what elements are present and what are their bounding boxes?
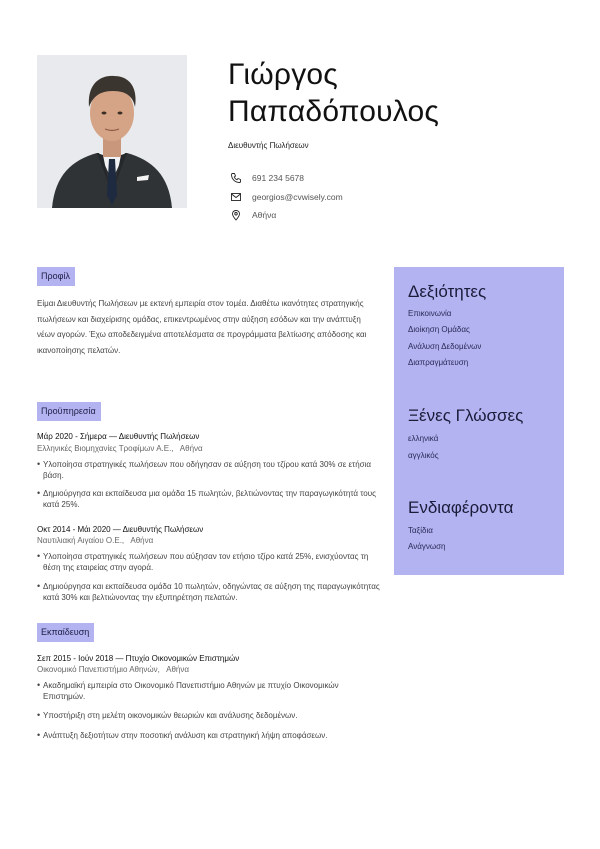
- skill-item: Διοίκηση Ομάδας: [408, 325, 470, 334]
- interest-item: Ανάγνωση: [408, 542, 446, 551]
- list-item: • Ανάπτυξη δεξιοτήτων στην ποσοτική ανάλυση και στρατηγική λήψη αποφάσεων.: [37, 730, 328, 740]
- profile-photo: [37, 55, 187, 208]
- school-name: Οικονομικό Πανεπιστήμιο Αθηνών,: [37, 665, 160, 674]
- job-company: [37, 444, 203, 453]
- list-item: • Υποστήριξη στη μελέτη οικονομικών θεωριών και ανάλυσης δεδομένων.: [37, 710, 298, 720]
- section-heading-education: Εκπαίδευση: [37, 623, 94, 642]
- list-item: • Δημιούργησα και εκπαίδευσα ομάδα 10 πωλητών, οδηγώντας σε αύξηση της παραγωγικότητας κατά 30% και βελτιώνοντας την εξυπηρέτηση πελατών.: [37, 581, 382, 603]
- language-item: ελληνικά: [408, 434, 439, 443]
- interests-heading: Ενδιαφέροντα: [408, 498, 514, 517]
- company-city: Αθήνα: [179, 444, 203, 453]
- list-item: • Υλοποίησα στρατηγικές πωλήσεων που αύξησαν τον ετήσιο τζίρο κατά 25%, ενισχύοντας τη θέση της εταιρείας στην αγορά.: [37, 551, 382, 573]
- bullet-text: Υλοποίησα στρατηγικές πωλήσεων που αύξησαν τον ετήσιο τζίρο κατά 25%, ενισχύοντας τη θέση της εταιρείας στην αγορά.: [43, 552, 369, 572]
- interest-item: Ταξίδια: [408, 526, 433, 535]
- skills-heading: Δεξιότητες: [408, 282, 487, 301]
- skill-item: Ανάλυση Δεδομένων: [408, 342, 482, 351]
- profile-summary: Είμαι Διευθυντής Πωλήσεων με εκτενή εμπειρία στον τομέα. Διαθέτω ικανότητες στρατηγικής πωλήσεων και διαχείρισης ομάδας, επικεντρωμένος στην αύξηση εσόδων και την ανάπτυξη νέων αγορών. Έχω αποδεδειγμένα αποτελέσματα σε προγράμματα βελτίωσης απόδοσης και ικανοποίησης πελατών.: [37, 299, 367, 355]
- first-name: Γιώργος: [228, 58, 338, 91]
- phone-icon: [230, 172, 242, 184]
- education-title-line: Σεπ 2015 - Ιούν 2018 — Πτυχίο Οικονομικών Επιστημών: [37, 654, 240, 663]
- job-title-line: Οκτ 2014 - Μάι 2020 — Διευθυντής Πωλήσεων: [37, 525, 204, 534]
- job-company: [37, 536, 153, 545]
- email-text: georgios@cvwisely.com: [252, 192, 343, 202]
- language-item: αγγλικός: [408, 451, 439, 460]
- skill-item: Επικοινωνία: [408, 309, 452, 318]
- email-icon: [230, 191, 242, 203]
- bullet-text: Υλοποίησα στρατηγικές πωλήσεων που οδήγησαν σε αύξηση του τζίρου κατά 30% σε ετήσια βάση.: [43, 460, 371, 480]
- school-city: Αθήνα: [166, 665, 189, 674]
- company-city: Αθήνα: [130, 536, 154, 545]
- bullet-text: Ακαδημαϊκή εμπειρία στο Οικονομικό Πανεπιστήμιο Αθηνών με πτυχίο Οικονομικών Επιστημών.: [43, 681, 339, 701]
- company-name: Ελληνικές Βιομηχανίες Τροφίμων Α.Ε.,: [37, 444, 174, 453]
- list-item: • Δημιούργησα και εκπαίδευσα μια ομάδα 15 πωλητών, βελτιώνοντας την παραγωγικότητά τους κατά 25%.: [37, 488, 382, 510]
- bullet-text: Ανάπτυξη δεξιοτήτων στην ποσοτική ανάλυση και στρατηγική λήψη αποφάσεων.: [43, 731, 328, 740]
- person-portrait: [37, 55, 187, 208]
- sidebar-panel: [394, 267, 564, 575]
- list-item: • Υλοποίησα στρατηγικές πωλήσεων που οδήγησαν σε αύξηση του τζίρου κατά 30% σε ετήσια βάση.: [37, 459, 382, 481]
- skill-item: Διαπραγμάτευση: [408, 358, 469, 367]
- list-item: • Ακαδημαϊκή εμπειρία στο Οικονομικό Πανεπιστήμιο Αθηνών με πτυχίο Οικονομικών Επιστημών.: [37, 680, 382, 702]
- last-name: Παπαδόπουλος: [228, 95, 440, 128]
- bullet-text: Δημιούργησα και εκπαίδευσα μια ομάδα 15 πωλητών, βελτιώνοντας την παραγωγικότητά τους κατά 25%.: [43, 489, 376, 509]
- job-title: Διευθυντής Πωλήσεων: [228, 141, 309, 150]
- contact-location: [230, 209, 276, 221]
- company-name: Ναυτιλιακή Αιγαίου Ο.Ε.,: [37, 536, 125, 545]
- phone-text: 691 234 5678: [252, 173, 304, 183]
- candidate-name: [228, 56, 439, 130]
- location-text: Αθήνα: [252, 210, 277, 220]
- bullet-text: Δημιούργησα και εκπαίδευσα ομάδα 10 πωλητών, οδηγώντας σε αύξηση της παραγωγικότητας κατά 30% και βελτιώνοντας την εξυπηρέτηση πελατών.: [43, 582, 380, 602]
- location-icon: [230, 209, 242, 221]
- job-title-line: Μάρ 2020 - Σήμερα — Διευθυντής Πωλήσεων: [37, 432, 200, 441]
- languages-heading: Ξένες Γλώσσες: [408, 406, 524, 425]
- section-heading-profile: Προφίλ: [37, 267, 75, 286]
- education-school: [37, 665, 189, 674]
- section-heading-experience: Προϋπηρεσία: [37, 402, 101, 421]
- contact-phone: [230, 172, 304, 184]
- bullet-text: Υποστήριξη στη μελέτη οικονομικών θεωριών και ανάλυσης δεδομένων.: [43, 711, 298, 720]
- contact-email: [230, 191, 343, 203]
